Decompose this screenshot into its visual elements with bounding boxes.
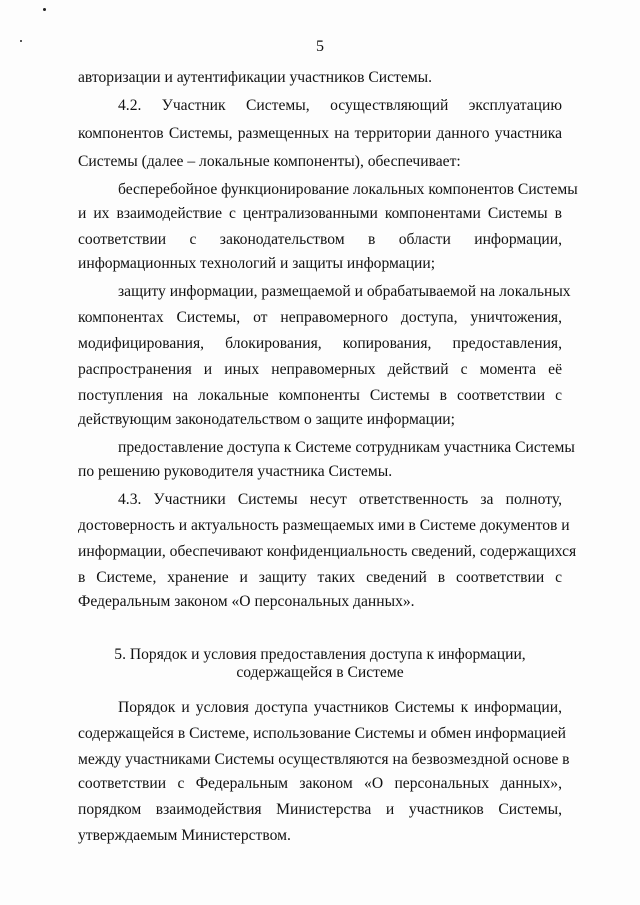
page-number: 5 <box>316 38 324 55</box>
text-line: модифицирования, блокирования, копирования, предоставления, <box>78 335 562 352</box>
text-line: информационных технологий и защиты информации; <box>78 255 436 272</box>
text-line: порядком взаимодействия Министерства и участников Системы, <box>78 801 562 818</box>
text-line: Системы (далее – локальные компоненты), обеспечивает: <box>78 153 461 170</box>
text-line: поступления на локальные компоненты Системы в соответствии с <box>78 387 562 404</box>
text-line: компонентов Системы, размещенных на территории данного участника <box>78 125 562 142</box>
text-line: распространения и иных неправомерных действий с момента её <box>78 361 562 378</box>
text-line: Порядок и условия доступа участников Системы к информации, <box>118 699 562 716</box>
scan-speck <box>43 8 46 11</box>
text-line: информации, обеспечивают конфиденциальность сведений, содержащихся <box>78 543 577 560</box>
text-line: действующим законодательством о защите информации; <box>78 411 455 428</box>
text-line: и их взаимодействие с централизованными компонентами Системы в <box>78 205 562 222</box>
text-line: защиту информации, размещаемой и обрабатываемой на локальных <box>118 283 571 300</box>
text-line: бесперебойное функционирование локальных компонентов Системы <box>118 181 578 198</box>
text-line: Федеральным законом «О персональных данных». <box>78 593 415 610</box>
text-line: между участниками Системы осуществляются на безвозмездной основе в <box>78 751 570 768</box>
section-heading: содержащейся в Системе <box>236 664 404 681</box>
text-line: авторизации и аутентификации участников Системы. <box>78 69 432 86</box>
text-line: компонентах Системы, от неправомерного доступа, уничтожения, <box>78 309 562 326</box>
text-line: содержащейся в Системе, использование Системы и обмен информацией <box>78 725 566 742</box>
text-line: по решению руководителя участника Системы. <box>78 463 393 480</box>
text-line: соответствии с законодательством в области информации, <box>78 231 562 248</box>
text-line: предоставление доступа к Системе сотрудникам участника Системы <box>118 439 575 456</box>
text-line: 4.3. Участники Системы несут ответственность за полноту, <box>118 491 562 508</box>
text-line: в Системе, хранение и защиту таких сведений в соответствии с <box>78 569 562 586</box>
section-heading: 5. Порядок и условия предоставления доступа к информации, <box>114 646 526 663</box>
text-line: 4.2. Участник Системы, осуществляющий эксплуатацию <box>118 97 562 114</box>
text-line: утверждаемым Министерством. <box>78 827 291 844</box>
text-line: достоверность и актуальность размещаемых ими в Системе документов и <box>78 517 570 534</box>
text-line: соответствии с Федеральным законом «О персональных данных», <box>78 775 562 792</box>
